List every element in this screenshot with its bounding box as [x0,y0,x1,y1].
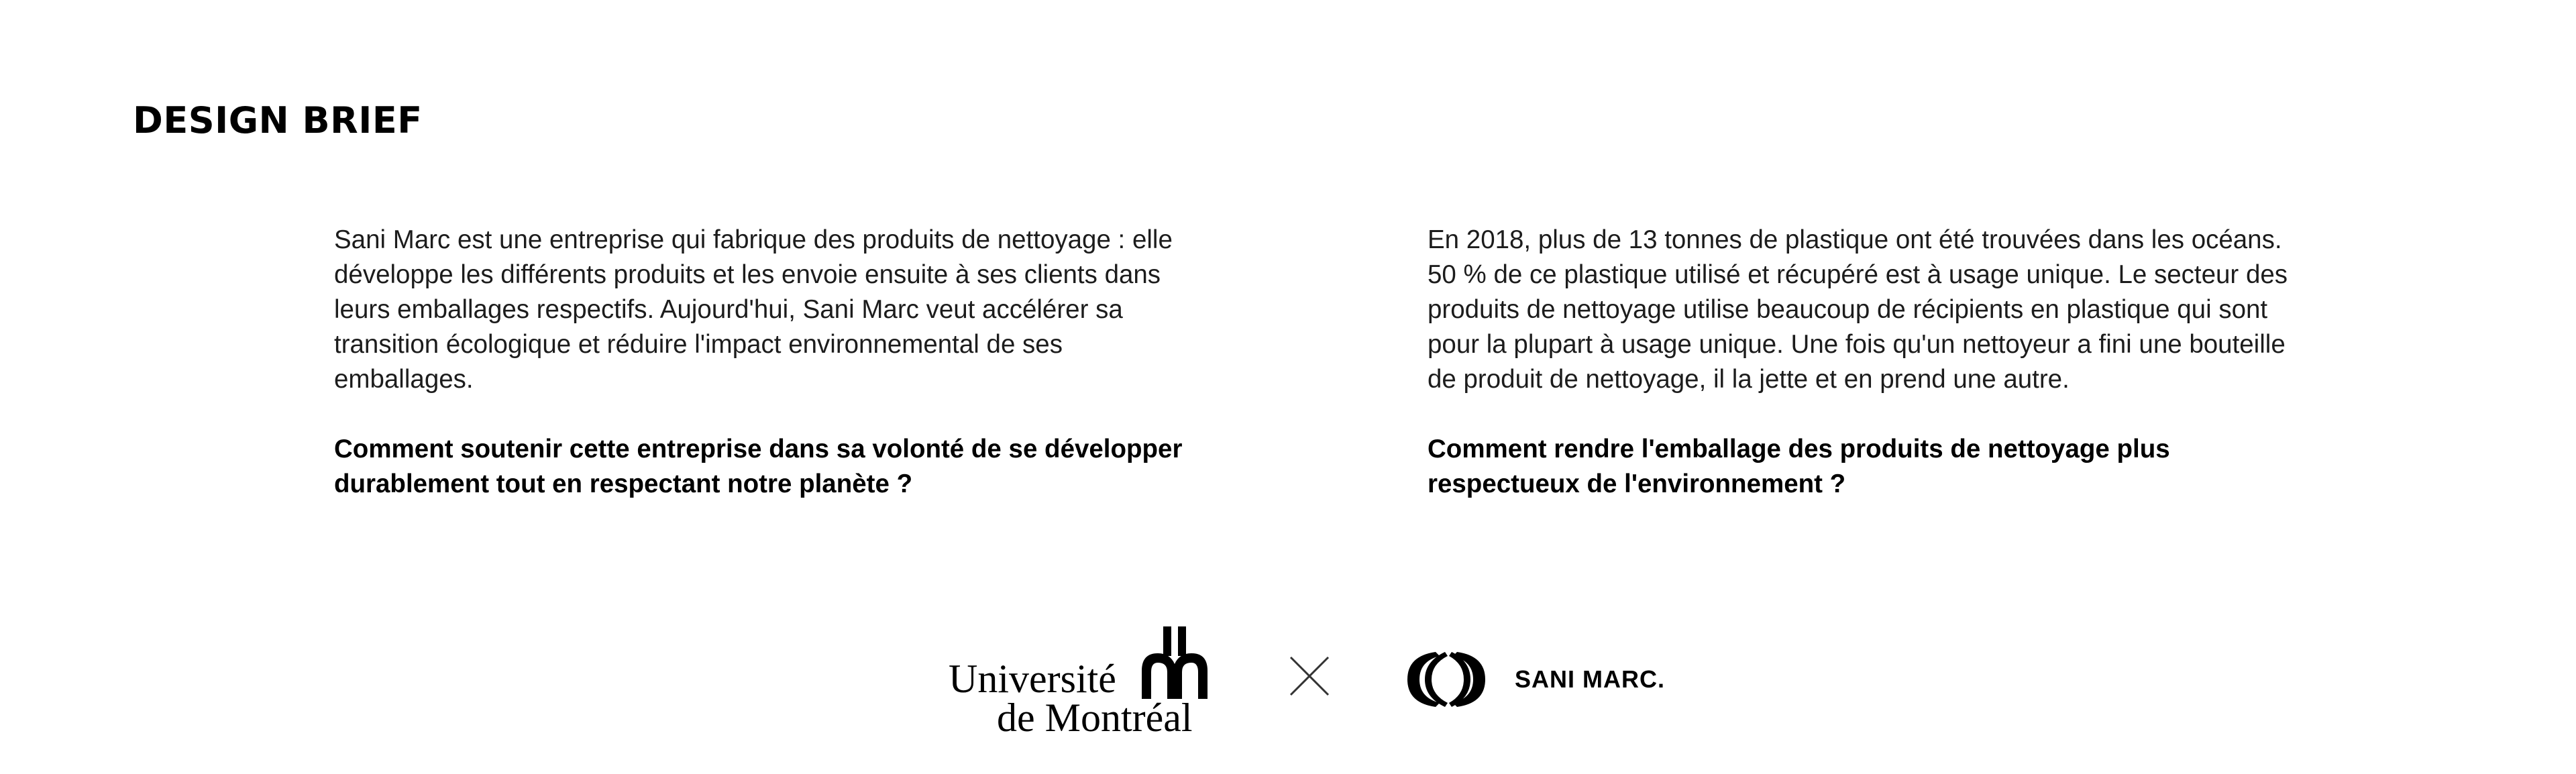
udem-logo [949,617,1217,740]
times-icon [1288,655,1331,698]
sani-marc-wordmark: SANI MARC. [1515,665,1665,693]
design-question: Comment rendre l'emballage des produits de nettoyage plus respectueux de l'environnement ? [1428,435,2170,498]
context-paragraph: En 2018, plus de 13 tonnes de plastique ont été trouvées dans les océans. 50 % de ce plastique utilisé et récupéré est à usage unique. Le secteur des produits de nettoyage utilise beaucoup de récipients en plastique qui sont pour la plupart à usage unique. Une fois qu'un nettoyeur a fini une bouteille de produit de nettoyage, il la jette et en prend une autre. [1428,225,2288,394]
design-question: Comment soutenir cette entreprise dans sa volonté de se développer durablement tout en respectant notre planète ? [334,435,1183,498]
intro-paragraph: Sani Marc est une entreprise qui fabrique des produits de nettoyage : elle développe les différents produits et les envoie ensuite à ses clients dans leurs emballages respectifs. Aujourd'hui, Sani Marc veut accélérer sa transition écologique et réduire l'impact environnemental de ses emballages. [334,225,1173,394]
sani-marc-brackets-icon [1401,649,1495,710]
right-column [1428,223,2293,502]
udem-logo-line1: Université [949,657,1116,701]
udem-logo-line2: de Montréal [997,696,1193,740]
partner-logos [0,617,2576,738]
left-column [334,223,1199,502]
udem-emblem-icon [1138,626,1212,702]
page-title: DESIGN BRIEF [133,99,423,142]
